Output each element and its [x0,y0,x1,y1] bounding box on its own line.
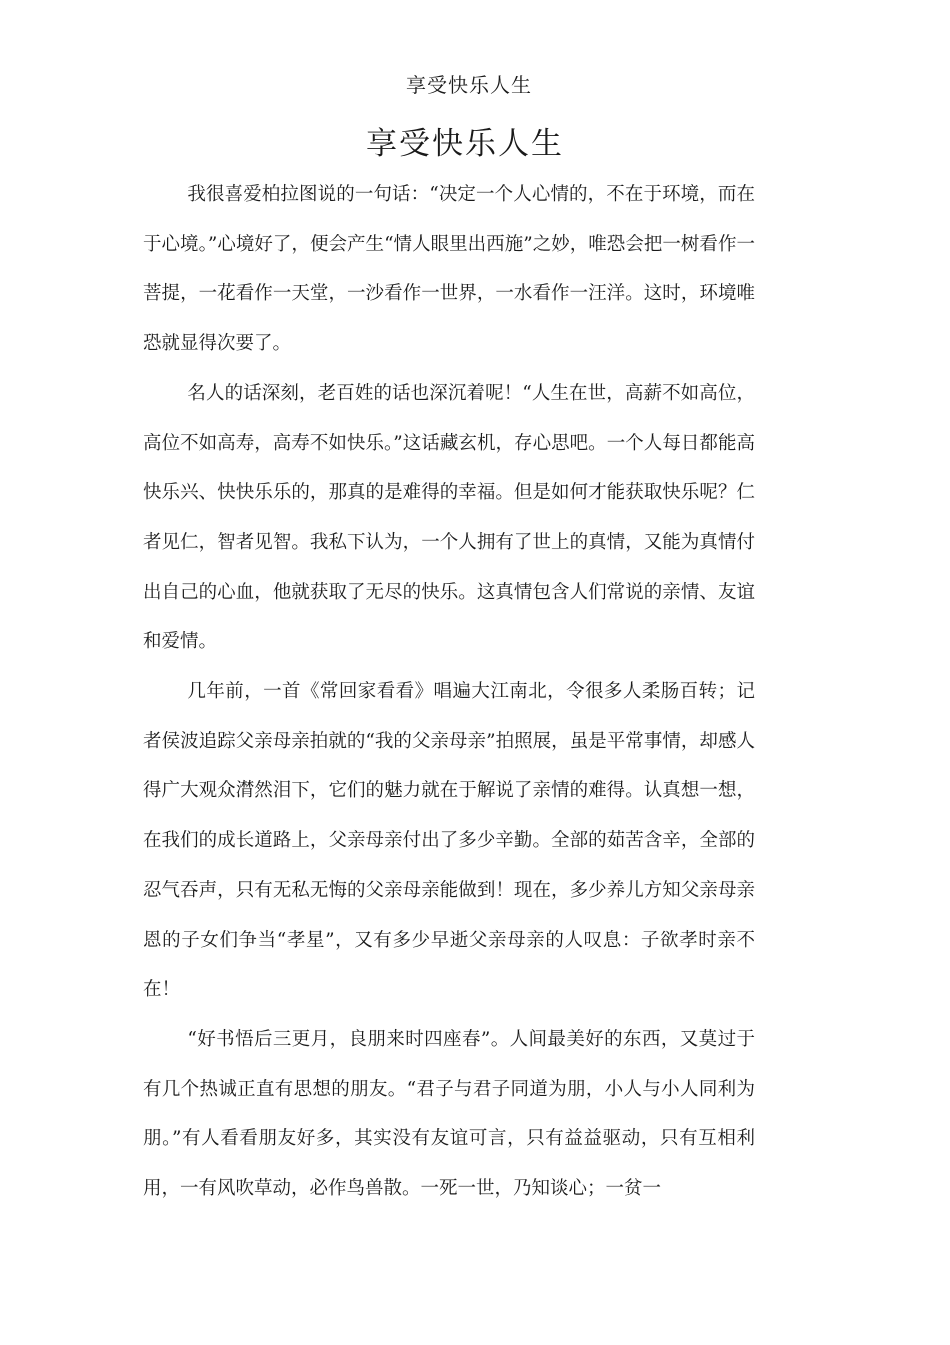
document-title: 享受快乐人生 [366,126,564,162]
paragraph-2: 名人的话深刻，老百姓的话也深沉着呢！“人生在世，高薪不如高位，高位不如高寿，高寿不如快乐。”这话藏玄机，存心思吧。一个人每日都能高快乐兴、快快乐乐的，那真的是难得的幸福。但是如何才能获取快乐呢？仁者见仁，智者见智。我私下认为，一个人拥有了世上的真情，又能为真情付出自己的心血，他就获取了无尽的快乐。这真情包含人们常说的亲情、友谊和爱情。 [143,382,755,653]
paragraph-3: 几年前，一首《常回家看看》唱遍大江南北，令很多人柔肠百转；记者侯波追踪父亲母亲拍就的“我的父亲母亲”拍照展，虽是平常事情，却感人得广大观众潸然泪下，它们的魅力就在于解说了亲情的难得。认真想一想，在我们的成长道路上，父亲母亲付出了多少辛勤。全部的茹苦含辛，全部的忍气吞声，只有无私无悔的父亲母亲能做到！现在，多少养儿方知父亲母亲恩的子女们争当“孝星”，又有多少早逝父亲母亲的人叹息：子欲孝时亲不在！ [143,681,755,1001]
paragraph-1: 我很喜爱柏拉图说的一句话：“决定一个人心情的，不在于环境，而在于心境。”心境好了，便会产生“情人眼里出西施”之妙，唯恐会把一树看作一菩提，一花看作一天堂，一沙看作一世界，一水看作一汪洋。这时，环境唯恐就显得次要了。 [143,184,755,355]
running-header: 享受快乐人生 [406,73,532,97]
body-text [143,170,755,1214]
paragraph-4: “好书悟后三更月，良朋来时四座春”。人间最美好的东西，又莫过于有几个热诚正直有思想的朋友。“君子与君子同道为朋，小人与小人同利为朋。”有人看看朋友好多，其实没有友谊可言，只有益益驱动，只有互相利用，一有风吹草动，必作鸟兽散。一死一世，乃知谈心；一贫一 [143,1028,755,1200]
